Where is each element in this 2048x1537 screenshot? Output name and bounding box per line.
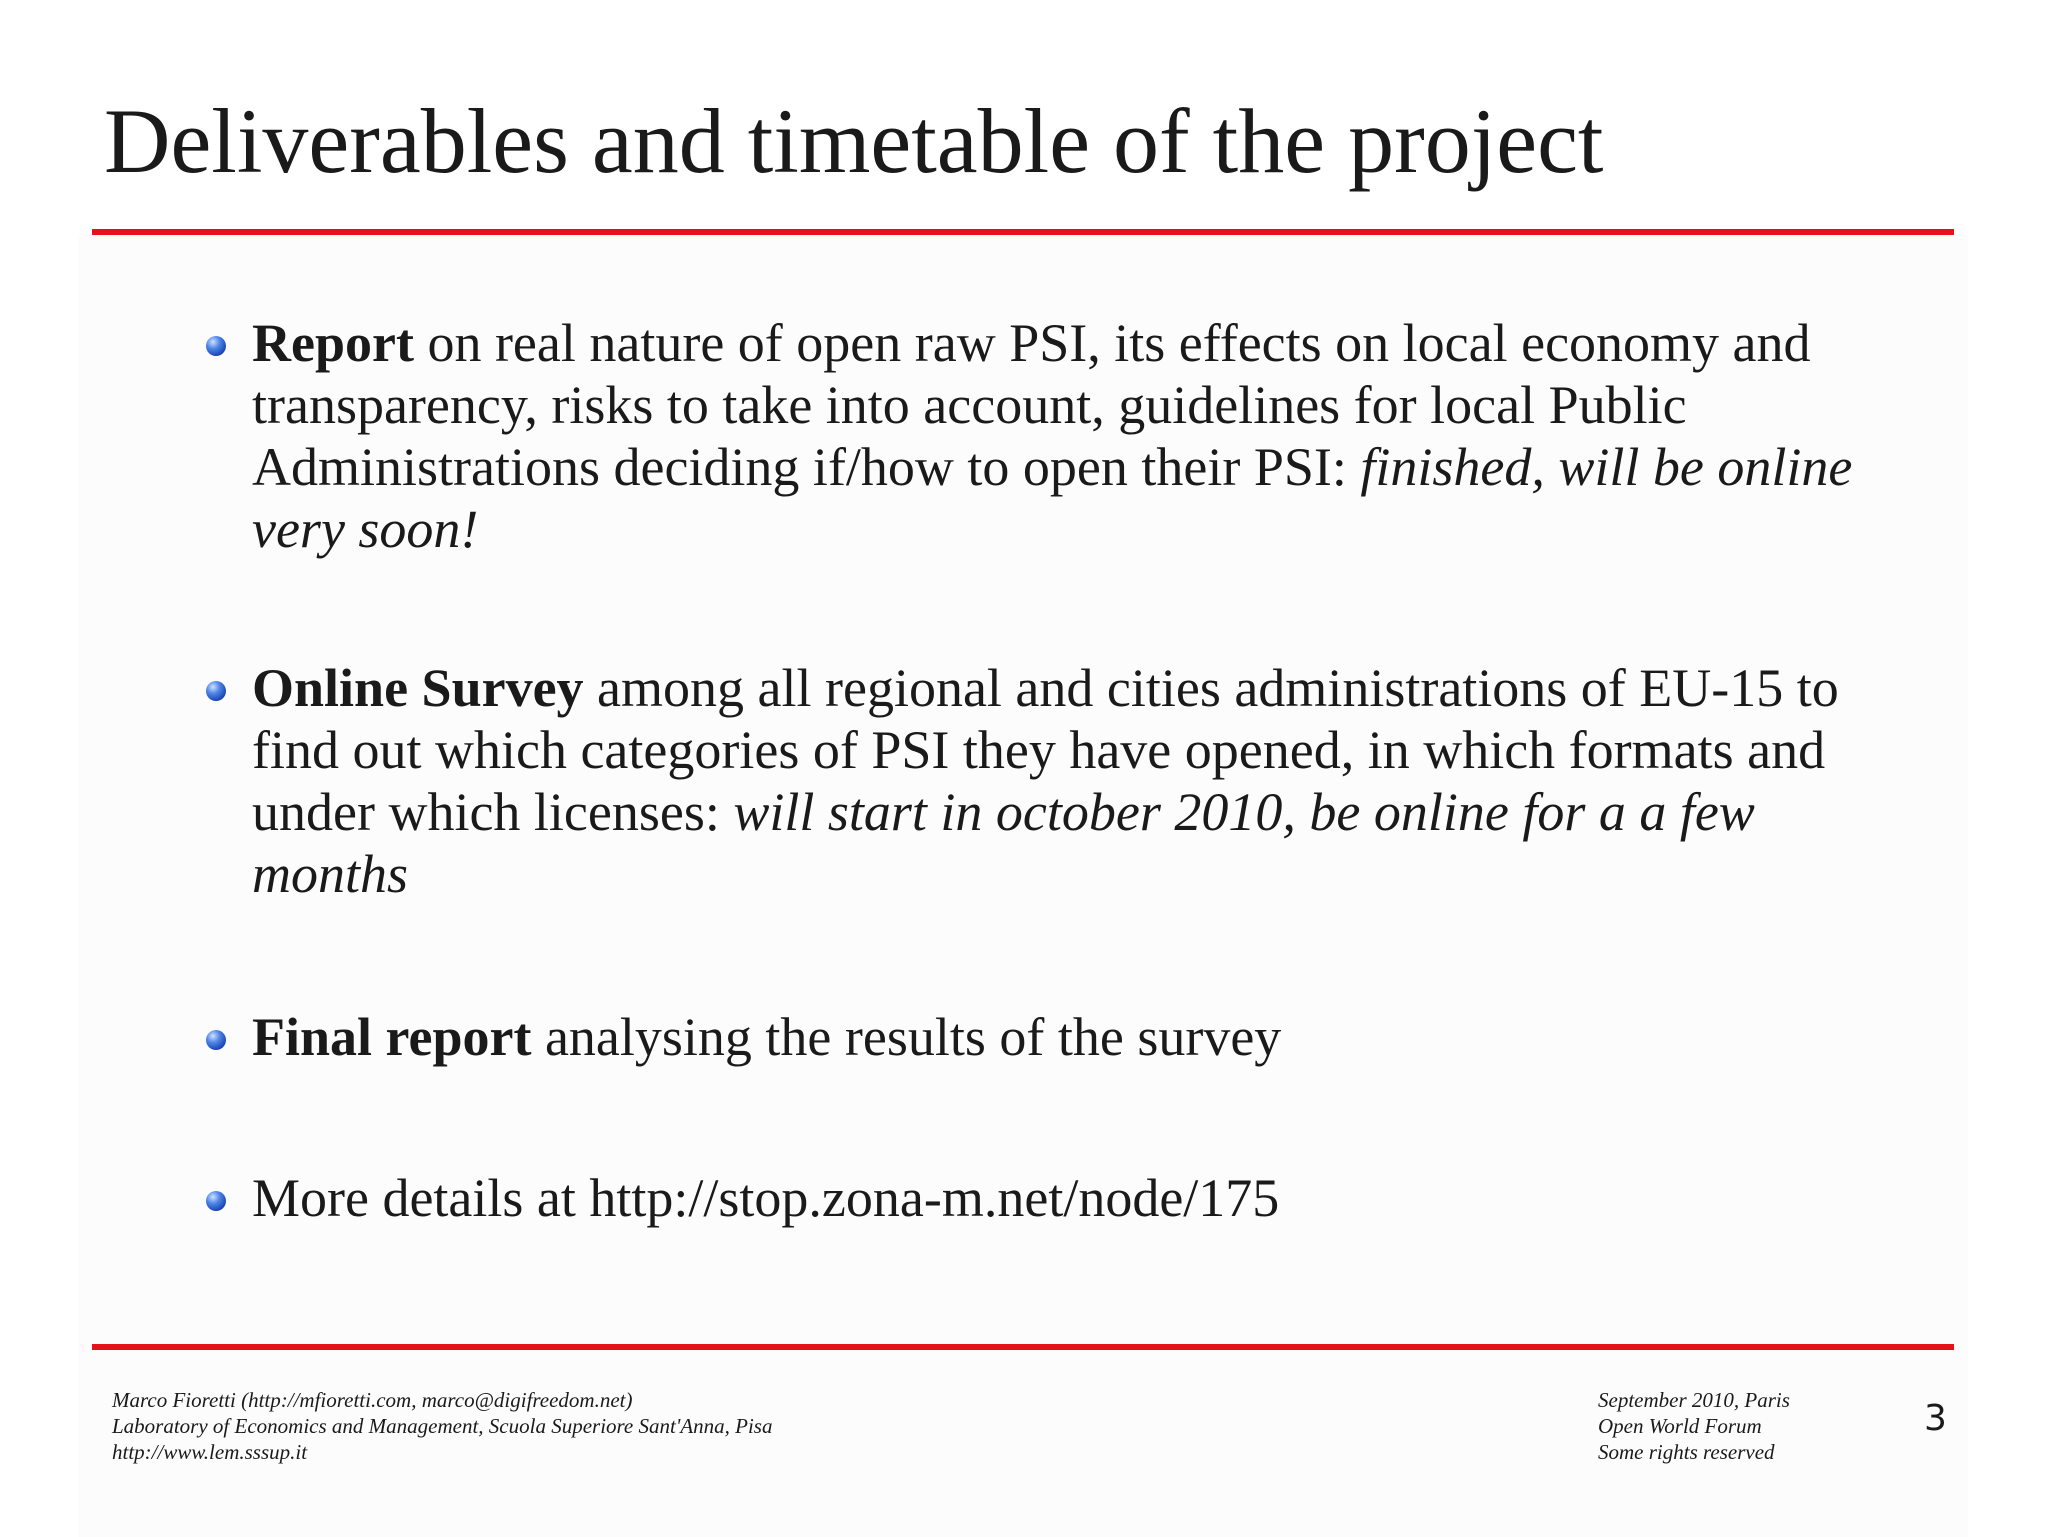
bullet-icon xyxy=(206,336,226,356)
bullet-italic: will start in october 2010, be online for a a few months xyxy=(252,782,1755,904)
bullet-text xyxy=(252,312,1902,560)
bullet-bold: Final report xyxy=(252,1007,532,1067)
footer-event-line: Open World Forum xyxy=(1598,1414,1762,1438)
bullet-bold: Online Survey xyxy=(252,658,584,718)
page-number: 3 xyxy=(1924,1398,1947,1439)
bullet-text xyxy=(252,1006,1902,1068)
footer-author-info xyxy=(112,1387,772,1465)
title-divider xyxy=(92,229,1954,235)
footer-divider xyxy=(92,1344,1954,1350)
bullet-body: on real nature of open raw PSI, its effects on local economy and transparency, risks to take into account, guidelines for local Public Administrations deciding if/how to open their PSI: xyxy=(252,313,1811,497)
footer-event-info xyxy=(1598,1387,1790,1465)
bullet-body: analysing the results of the survey xyxy=(531,1007,1282,1067)
footer-date-line: September 2010, Paris xyxy=(1598,1388,1790,1412)
bullet-icon xyxy=(206,1191,226,1211)
footer-lab-line: Laboratory of Economics and Management, Scuola Superiore Sant'Anna, Pisa xyxy=(112,1414,773,1438)
bullet-body: among all regional and cities administrations of EU-15 to find out which categories of PSI they have opened, in which formats and under which licenses: xyxy=(252,658,1839,842)
more-details-link: More details at http://stop.zona-m.net/node/175 xyxy=(252,1168,1280,1228)
slide-title: Deliverables and timetable of the project xyxy=(104,90,1604,192)
bullet-text xyxy=(252,657,1902,905)
bullet-icon xyxy=(206,1030,226,1050)
footer-author-line: Marco Fioretti (http://mfioretti.com, marco@digifreedom.net) xyxy=(112,1388,633,1412)
footer-url-line: http://www.lem.sssup.it xyxy=(112,1440,308,1464)
footer-rights-line: Some rights reserved xyxy=(1598,1440,1775,1464)
bullet-italic: finished, will be online very soon! xyxy=(252,437,1853,559)
bullet-bold: Report xyxy=(252,313,414,373)
bullet-icon xyxy=(206,681,226,701)
bullet-text xyxy=(252,1167,1902,1229)
